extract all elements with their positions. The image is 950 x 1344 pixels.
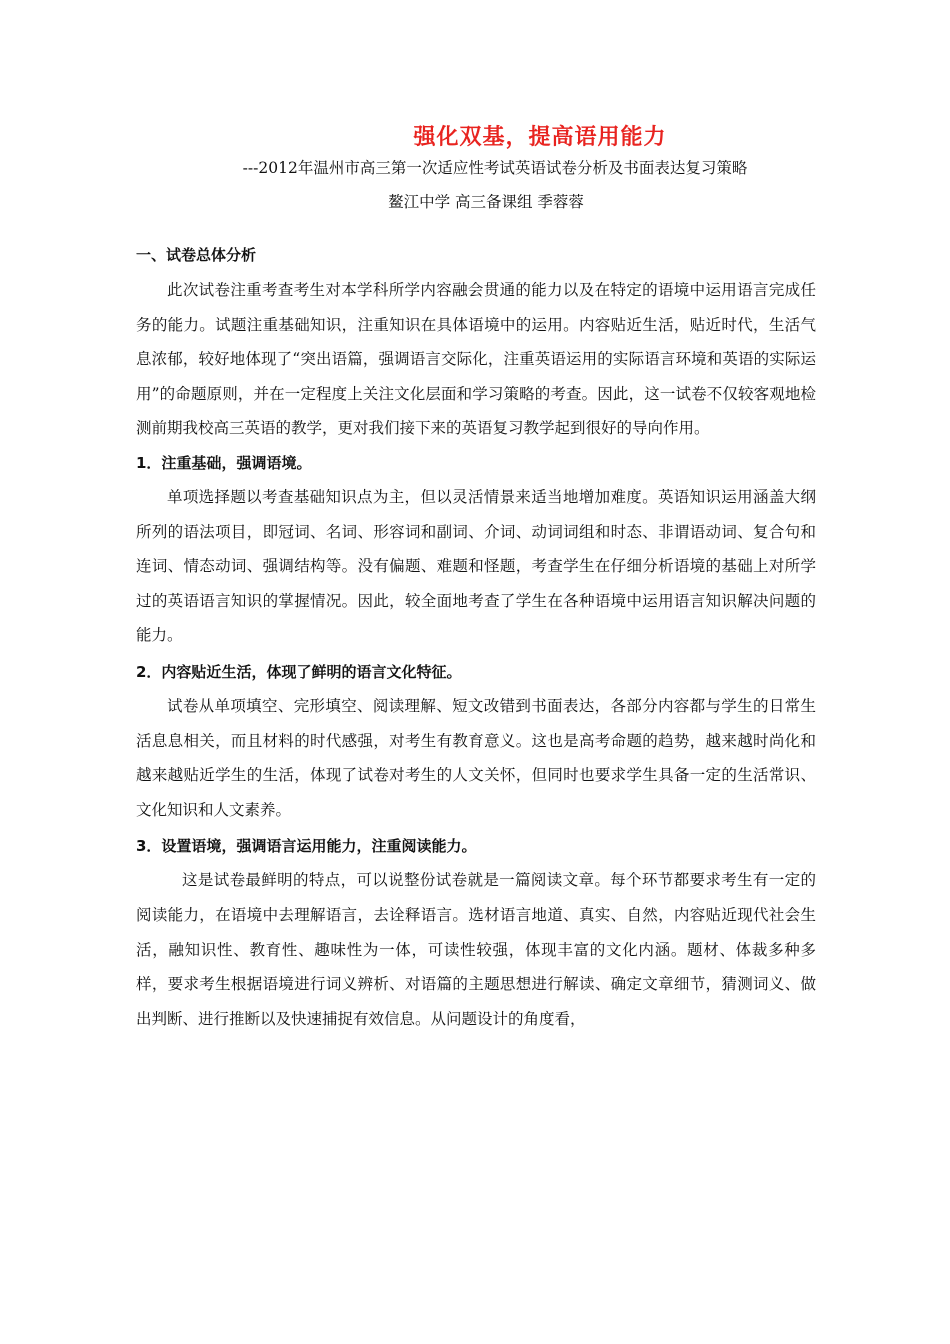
point-paragraph-3: 这是试卷最鲜明的特点，可以说整份试卷就是一篇阅读文章。每个环节都要求考生有一定的阅读能力，在语境中去理解语言，去诠释语言。选材语言地道、真实、自然，内容贴近现代社会生活，融知识性、教育性、趣味性为一体，可读性较强，体现丰富的文化内涵。题材、体裁多种多样，要求考生根据语境进行词义辨析、对语篇的主题思想进行解读、确定文章细节，猜测词义、做出判断、进行推断以及快速捕捉有效信息。从问题设计的角度看， [136, 871, 816, 1028]
point-paragraph-1: 单项选择题以考查基础知识点为主，但以灵活情景来适当地增加难度。英语知识运用涵盖大纲所列的语法项目，即冠词、名词、形容词和副词、介词、动词词组和时态、非谓语动词、复合句和连词、情态动词、强调结构等。没有偏题、难题和怪题，考查学生在仔细分析语境的基础上对所学过的英语语言知识的掌握情况。因此，较全面地考查了学生在各种语境中运用语言知识解决问题的能力。 [136, 487, 816, 645]
point-heading-1: 1．注重基础，强调语境。 [136, 453, 312, 472]
section-heading: 一、试卷总体分析 [136, 246, 257, 264]
section-paragraph: 此次试卷注重考查考生对本学科所学内容融会贯通的能力以及在特定的语境中运用语言完成任务的能力。试题注重基础知识，注重知识在具体语境中的运用。内容贴近生活，贴近时代，生活气息浓郁，较好地体现了“突出语篇，强调语言交际化，注重英语运用的实际语言环境和英语的实际运用”的命题原则，并在一定程度上关注文化层面和学习策略的考查。因此，这一试卷不仅较客观地检测前期我校高三英语的教学，更对我们接下来的英语复习教学起到很好的导向作用。 [136, 281, 816, 438]
document-title: 强化双基，提高语用能力 [413, 125, 667, 150]
document-author: 鳌江中学 高三备课组 季蓉蓉 [388, 193, 584, 211]
point-paragraph-2: 试卷从单项填空、完形填空、阅读理解、短文改错到书面表达，各部分内容都与学生的日常生活息息相关，而且材料的时代感强，对考生有教育意义。这也是高考命题的趋势，越来越时尚化和越来越贴近学生的生活，体现了试卷对考生的人文关怀，但同时也要求学生具备一定的生活常识、文化知识和人文素养。 [136, 696, 816, 819]
document-body [136, 240, 816, 1036]
point-heading-3: 3．设置语境，强调语言运用能力，注重阅读能力。 [136, 837, 477, 856]
point-heading-2: 2．内容贴近生活，体现了鲜明的语言文化特征。 [136, 662, 462, 681]
document-subtitle: ---2012年温州市高三第一次适应性考试英语试卷分析及书面表达复习策略 [242, 159, 748, 177]
